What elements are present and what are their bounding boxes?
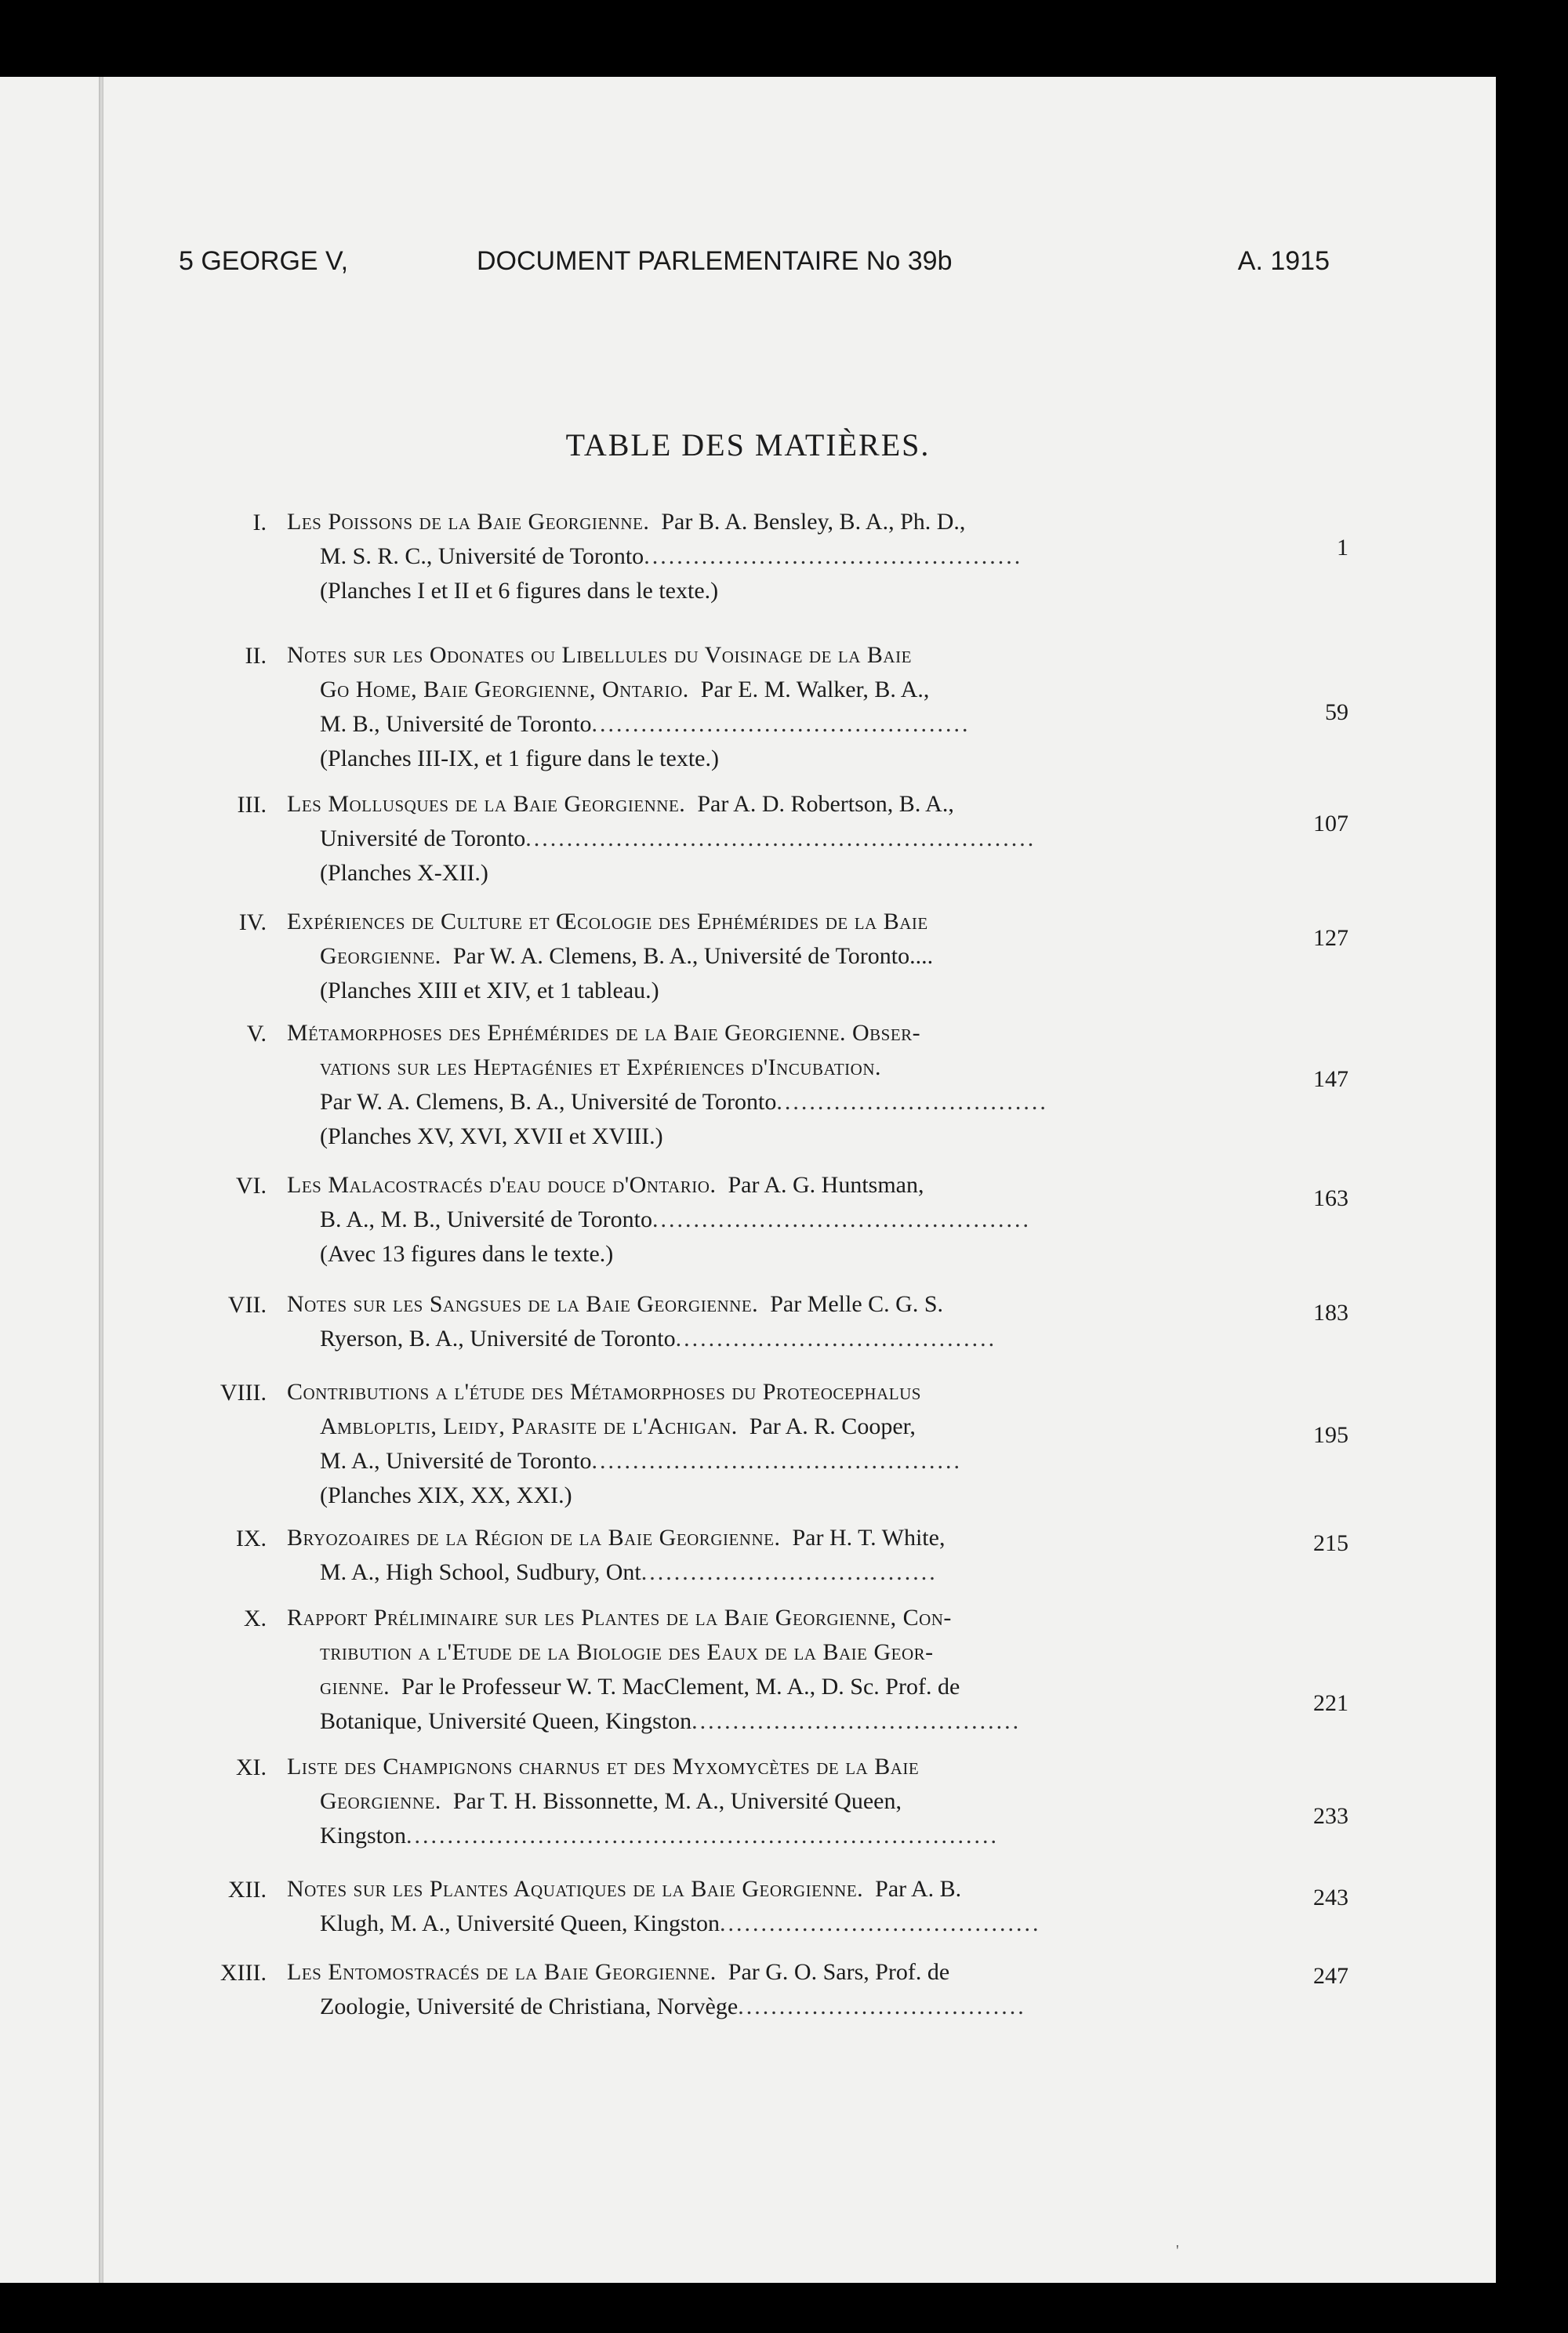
entry-line bbox=[287, 1085, 1259, 1119]
entry-page: 1 bbox=[1337, 535, 1348, 561]
leader-dots: ....................................... bbox=[675, 1326, 997, 1352]
entry-text bbox=[287, 1375, 1259, 1513]
entry-page: 163 bbox=[1313, 1185, 1348, 1211]
entry-number: VI. bbox=[235, 1173, 267, 1199]
entry-title: Bryozoaires de la Région de la Baie Georgienne. bbox=[287, 1525, 781, 1551]
entry-affiliation: M. B., Université de Toronto bbox=[320, 711, 592, 737]
entry-author: Par Melle C. G. S. bbox=[770, 1291, 944, 1317]
entry-page: 107 bbox=[1313, 811, 1348, 836]
entry-text bbox=[287, 1521, 1259, 1590]
entry-page: 183 bbox=[1313, 1300, 1348, 1326]
leader-dots: ................................... bbox=[738, 1994, 1026, 2019]
entry-text bbox=[287, 1168, 1259, 1272]
toc-entry bbox=[196, 1606, 1348, 1739]
entry-title: Notes sur les Odonates ou Libellules du Voisinage de la Baie bbox=[287, 642, 912, 668]
entry-line bbox=[287, 1670, 1259, 1704]
entry-title-cont: Go Home, Baie Georgienne, Ontario. bbox=[320, 677, 689, 702]
entry-text bbox=[287, 1955, 1259, 2024]
entry-title: Métamorphoses des Ephémérides de la Baie Georgienne. Obser- bbox=[287, 1020, 921, 1046]
leader-dots: .................................... bbox=[641, 1559, 938, 1585]
entry-text bbox=[287, 1750, 1259, 1853]
entry-note: (Planches XV, XVI, XVII et XVIII.) bbox=[320, 1123, 663, 1149]
entry-title-cont: Georgienne. bbox=[320, 943, 441, 969]
entry-line bbox=[287, 1872, 1259, 1907]
entry-affiliation: Klugh, M. A., Université Queen, Kingston bbox=[320, 1910, 720, 1936]
entry-line bbox=[287, 1444, 1259, 1479]
leader-dots: .............................................................. bbox=[525, 825, 1036, 851]
entry-note: (Avec 13 figures dans le texte.) bbox=[320, 1241, 614, 1267]
toc-entry bbox=[196, 792, 1348, 894]
entry-page: 195 bbox=[1313, 1422, 1348, 1448]
leader-dots: ........................................................................ bbox=[406, 1823, 1000, 1849]
entry-line bbox=[287, 1990, 1259, 2024]
entry-title: Liste des Champignons charnus et des Myxomycètes de la Baie bbox=[287, 1754, 920, 1780]
entry-number: II. bbox=[245, 643, 267, 669]
entry-affiliation: M. A., Université de Toronto bbox=[320, 1448, 592, 1474]
entry-line bbox=[287, 939, 1259, 974]
entry-affiliation: M. A., High School, Sudbury, Ont bbox=[320, 1559, 641, 1585]
toc-entry bbox=[196, 1173, 1348, 1275]
entry-title: Les Entomostracés de la Baie Georgienne. bbox=[287, 1959, 717, 1985]
entry-text bbox=[287, 905, 1259, 1008]
entry-affiliation: Botanique, Université Queen, Kingston bbox=[320, 1708, 692, 1734]
toc-entry bbox=[196, 1754, 1348, 1856]
header-document-number: DOCUMENT PARLEMENTAIRE No 39b bbox=[477, 246, 953, 276]
header-year: A. 1915 bbox=[1237, 246, 1330, 276]
entry-line bbox=[287, 787, 1259, 822]
leader-dots: ................................. bbox=[776, 1089, 1048, 1115]
entry-note: (Planches III-IX, et 1 figure dans le texte.) bbox=[320, 746, 719, 771]
entry-line bbox=[287, 707, 1259, 742]
entry-author: Par H. T. White, bbox=[792, 1525, 946, 1551]
entry-affiliation: M. S. R. C., Université de Toronto bbox=[320, 543, 644, 569]
toc-entry bbox=[196, 1380, 1348, 1513]
entry-title: Contributions a l'étude des Métamorphoses du Proteocephalus bbox=[287, 1379, 921, 1405]
entry-title: Les Poissons de la Baie Georgienne. bbox=[287, 509, 650, 535]
entry-note: (Planches I et II et 6 figures dans le texte.) bbox=[320, 578, 719, 604]
entry-text bbox=[287, 1872, 1259, 1941]
entry-author: Par A. R. Cooper, bbox=[749, 1413, 916, 1439]
entry-title: Expériences de Culture et Œcologie des Ephémérides de la Baie bbox=[287, 909, 928, 934]
entry-author: Par le Professeur W. T. MacClement, M. A., D. Sc. Prof. de bbox=[401, 1674, 960, 1700]
toc-entry bbox=[196, 1877, 1348, 1947]
entry-page: 233 bbox=[1313, 1803, 1348, 1829]
entry-number: III. bbox=[237, 792, 267, 818]
entry-author: Par W. A. Clemens, B. A., Université de Toronto.... bbox=[452, 943, 934, 969]
entry-title: Les Malacostracés d'eau douce d'Ontario. bbox=[287, 1172, 717, 1198]
toc-entry bbox=[196, 1526, 1348, 1596]
entry-title-cont: gienne. bbox=[320, 1674, 390, 1700]
entry-page: 243 bbox=[1313, 1885, 1348, 1910]
entry-affiliation: Ryerson, B. A., Université de Toronto bbox=[320, 1326, 676, 1352]
entry-author: Par W. A. Clemens, B. A., Université de Toronto bbox=[320, 1089, 777, 1115]
entry-line bbox=[287, 822, 1259, 856]
entry-line bbox=[287, 1322, 1259, 1356]
entry-page: 127 bbox=[1313, 925, 1348, 951]
entry-number: XI. bbox=[235, 1754, 267, 1780]
entry-line bbox=[287, 673, 1259, 707]
entry-note: (Planches XIX, XX, XXI.) bbox=[320, 1482, 572, 1508]
entry-title-cont: tribution a l'Etude de la Biologie des Eaux de la Baie Geor- bbox=[320, 1639, 934, 1665]
entry-line bbox=[287, 1955, 1259, 1990]
entry-title: Les Mollusques de la Baie Georgienne. bbox=[287, 791, 686, 817]
page-header bbox=[179, 246, 1330, 285]
leader-dots: .............................................. bbox=[652, 1206, 1031, 1232]
entry-affiliation: Université de Toronto bbox=[320, 825, 526, 851]
entry-page: 147 bbox=[1313, 1066, 1348, 1092]
entry-number: IV. bbox=[238, 909, 267, 935]
entry-number: VIII. bbox=[220, 1380, 267, 1406]
entry-number: IX. bbox=[235, 1526, 267, 1551]
toc-entry bbox=[196, 510, 1348, 611]
entry-number: I. bbox=[252, 510, 267, 535]
entry-title-cont: vations sur les Heptagénies et Expériences d'Incubation. bbox=[320, 1054, 882, 1080]
entry-page: 247 bbox=[1313, 1963, 1348, 1989]
entry-note: (Planches XIII et XIV, et 1 tableau.) bbox=[320, 978, 659, 1003]
entry-author: Par A. B. bbox=[875, 1876, 962, 1902]
leader-dots: .............................................. bbox=[644, 543, 1023, 569]
entry-line bbox=[287, 1784, 1259, 1819]
entry-author: Par A. G. Huntsman, bbox=[728, 1172, 924, 1198]
leader-dots: ............................................. bbox=[591, 1448, 962, 1474]
entry-number: XIII. bbox=[220, 1960, 267, 1986]
entry-page: 215 bbox=[1313, 1530, 1348, 1556]
entry-affiliation: Zoologie, Université de Christiana, Norvège bbox=[320, 1994, 739, 2019]
leader-dots: ........................................ bbox=[691, 1708, 1022, 1734]
entry-text bbox=[287, 1016, 1259, 1154]
entry-line bbox=[287, 505, 1259, 539]
entry-line bbox=[287, 1410, 1259, 1444]
entry-author: Par B. A. Bensley, B. A., Ph. D., bbox=[661, 509, 966, 535]
header-reign: 5 GEORGE V, bbox=[179, 246, 349, 276]
leader-dots: .............................................. bbox=[591, 711, 971, 737]
entry-affiliation: B. A., M. B., Université de Toronto bbox=[320, 1206, 652, 1232]
entry-title: Notes sur les Sangsues de la Baie Georgienne. bbox=[287, 1291, 759, 1317]
toc-entry bbox=[196, 643, 1348, 776]
entry-line bbox=[287, 1287, 1259, 1322]
entry-author: Par E. M. Walker, B. A., bbox=[700, 677, 930, 702]
entry-number: V. bbox=[246, 1021, 267, 1047]
entry-line bbox=[287, 1203, 1259, 1237]
entry-text bbox=[287, 1287, 1259, 1356]
entry-number: X. bbox=[243, 1606, 267, 1631]
entry-author: Par T. H. Bissonnette, M. A., Université Queen, bbox=[452, 1788, 902, 1814]
toc-entry bbox=[196, 1020, 1348, 1149]
leader-dots: ....................................... bbox=[719, 1910, 1041, 1936]
entry-affiliation: Kingston bbox=[320, 1823, 407, 1849]
entry-number: XII. bbox=[227, 1877, 267, 1903]
entry-title: Notes sur les Plantes Aquatiques de la Baie Georgienne. bbox=[287, 1876, 864, 1902]
entry-title-cont: Amblopltis, Leidy, Parasite de l'Achigan. bbox=[320, 1413, 738, 1439]
page-title: TABLE DES MATIÈRES. bbox=[565, 427, 931, 463]
entry-line bbox=[287, 1555, 1259, 1590]
entry-text bbox=[287, 505, 1259, 608]
scan-speck: ' bbox=[1176, 2242, 1179, 2259]
toc-entry bbox=[196, 1960, 1348, 2030]
entry-line bbox=[287, 539, 1259, 574]
entry-page: 221 bbox=[1313, 1690, 1348, 1716]
toc-entry bbox=[196, 909, 1348, 1011]
entry-line bbox=[287, 1819, 1259, 1853]
entry-author: Par A. D. Robertson, B. A., bbox=[697, 791, 954, 817]
entry-text bbox=[287, 1601, 1259, 1739]
entry-line bbox=[287, 1168, 1259, 1203]
entry-number: VII. bbox=[227, 1292, 267, 1318]
entry-line bbox=[287, 1704, 1259, 1739]
entry-text bbox=[287, 638, 1259, 776]
entry-text bbox=[287, 787, 1259, 891]
entry-line bbox=[287, 1907, 1259, 1941]
entry-title: Rapport Préliminaire sur les Plantes de la Baie Georgienne, Con- bbox=[287, 1605, 952, 1631]
entry-page: 59 bbox=[1325, 699, 1348, 725]
entry-author: Par G. O. Sars, Prof. de bbox=[728, 1959, 950, 1985]
toc-entry bbox=[196, 1292, 1348, 1362]
entry-line bbox=[287, 1521, 1259, 1555]
entry-note: (Planches X-XII.) bbox=[320, 860, 488, 886]
entry-title-cont: Georgienne. bbox=[320, 1788, 441, 1814]
page-fold-shadow bbox=[99, 77, 103, 2283]
